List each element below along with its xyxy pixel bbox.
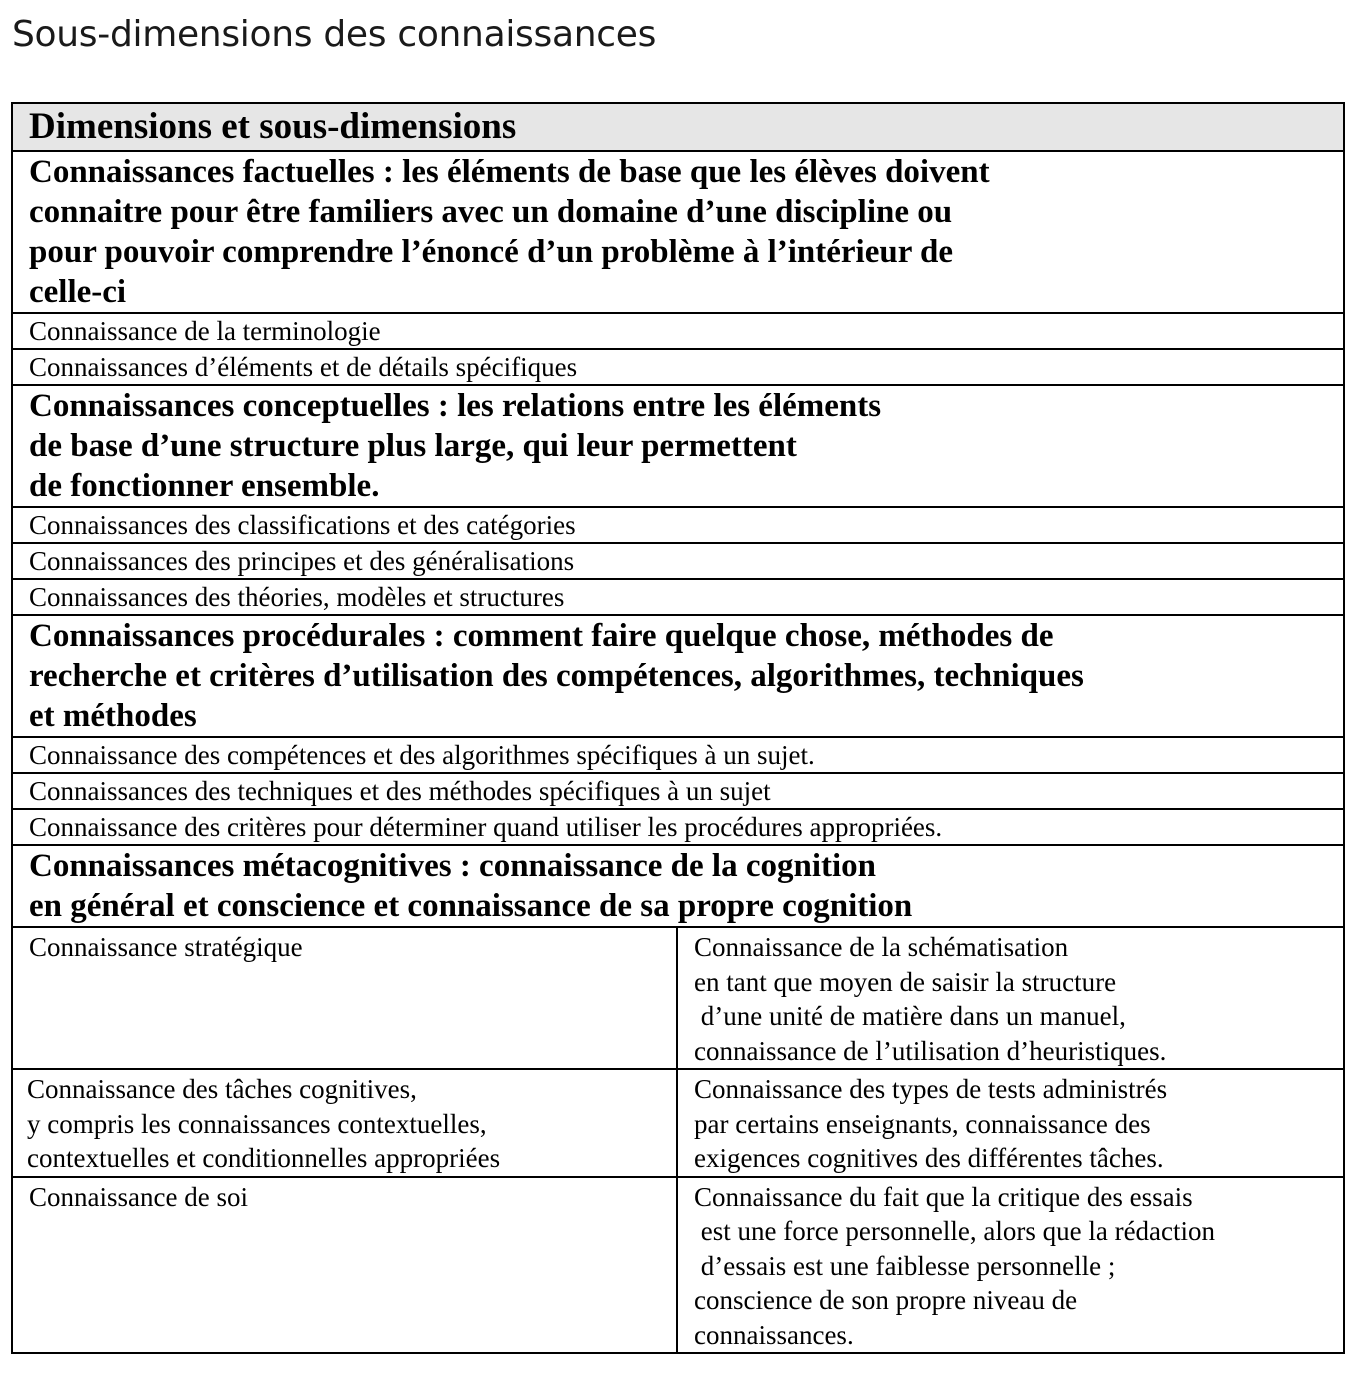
- sub-dimension-item: Connaissances des techniques et des méthodes spécifiques à un sujet: [12, 773, 1344, 809]
- section-row-metacognitive: [12, 845, 1344, 927]
- section-row-procedural: [12, 615, 1344, 737]
- section-heading-conceptual: [12, 385, 1344, 507]
- table-row: [12, 543, 1344, 579]
- sub-dimension-item: Connaissance des compétences et des algorithmes spécifiques à un sujet.: [12, 737, 1344, 773]
- sub-dimension-item: Connaissance de la terminologie: [12, 313, 1344, 349]
- sub-dimension-item: Connaissances des théories, modèles et structures: [12, 579, 1344, 615]
- cell-line: est une force personnelle, alors que la rédaction: [694, 1216, 1216, 1246]
- metacognitive-category: [12, 1069, 677, 1177]
- section-heading-line: Connaissances procédurales : comment faire quelque chose, méthodes de: [29, 618, 1054, 654]
- section-heading-line: de base d’une structure plus large, qui leur permettent: [29, 428, 797, 464]
- cell-line: Connaissance de la schématisation: [694, 932, 1069, 962]
- section-heading-factual: [12, 151, 1344, 313]
- sub-dimension-item: Connaissances des classifications et des catégories: [12, 507, 1344, 543]
- section-heading-line: et méthodes: [29, 698, 197, 734]
- table-header-row: [12, 103, 1344, 151]
- section-heading-line: pour pouvoir comprendre l’énoncé d’un problème à l’intérieur de: [29, 234, 954, 270]
- section-heading-line: en général et conscience et connaissance de sa propre cognition: [29, 888, 913, 924]
- cell-line: contextuelles et conditionnelles appropriées: [27, 1143, 501, 1173]
- metacognitive-category: [12, 1177, 677, 1354]
- cell-line: en tant que moyen de saisir la structure: [694, 966, 1117, 997]
- table-row: [12, 507, 1344, 543]
- table-row: [12, 313, 1344, 349]
- page-title: Sous-dimensions des connaissances: [12, 14, 657, 55]
- table-row: [12, 349, 1344, 385]
- metacognitive-example: [677, 927, 1344, 1069]
- table-row: [12, 1069, 1344, 1177]
- cell-line: Connaissance du fait que la critique des essais: [694, 1181, 1193, 1212]
- section-heading-procedural: [12, 615, 1344, 737]
- section-heading-line: Connaissances métacognitives : connaissance de la cognition: [29, 848, 877, 884]
- dimensions-table: [11, 102, 1345, 1354]
- table-row: [12, 809, 1344, 845]
- section-heading-line: Connaissances conceptuelles : les relations entre les éléments: [29, 388, 882, 424]
- table-row: [12, 737, 1344, 773]
- cell-line: d’une unité de matière dans un manuel,: [694, 1001, 1126, 1031]
- cell-line: Connaissance des tâches cognitives,: [27, 1074, 417, 1104]
- cell-line: conscience de son propre niveau de: [694, 1285, 1078, 1315]
- section-heading-line: de fonctionner ensemble.: [29, 468, 380, 504]
- sub-dimension-item: Connaissances des principes et des généralisations: [12, 543, 1344, 579]
- table-row: [12, 927, 1344, 1069]
- metacognitive-example: [677, 1069, 1344, 1177]
- cell-line: Connaissance de soi: [29, 1181, 248, 1212]
- section-heading-line: connaitre pour être familiers avec un domaine d’une discipline ou: [29, 194, 953, 230]
- cell-line: exigences cognitives des différentes tâches.: [694, 1143, 1164, 1173]
- table-row: [12, 579, 1344, 615]
- cell-line: d’essais est une faiblesse personnelle ;: [694, 1250, 1116, 1281]
- cell-line: par certains enseignants, connaissance des: [694, 1108, 1151, 1139]
- metacognitive-category: [12, 927, 677, 1069]
- cell-line: y compris les connaissances contextuelles,: [27, 1108, 487, 1139]
- cell-line: connaissance de l’utilisation d’heuristiques.: [694, 1035, 1167, 1066]
- sub-dimension-item: Connaissance des critères pour déterminer quand utiliser les procédures appropriées.: [12, 809, 1344, 845]
- section-heading-line: celle-ci: [29, 274, 127, 310]
- table-row: [12, 773, 1344, 809]
- table-row: [12, 1177, 1344, 1354]
- cell-line: Connaissance stratégique: [29, 932, 303, 962]
- section-heading-metacognitive: [12, 845, 1344, 927]
- table-header: Dimensions et sous-dimensions: [12, 103, 1344, 151]
- section-heading-line: recherche et critères d’utilisation des compétences, algorithmes, techniques: [29, 658, 1084, 694]
- section-heading-line: Connaissances factuelles : les éléments de base que les élèves doivent: [29, 154, 990, 190]
- metacognitive-example: [677, 1177, 1344, 1354]
- cell-line: Connaissance des types de tests administrés: [694, 1074, 1168, 1104]
- cell-line: connaissances.: [694, 1319, 854, 1350]
- section-row-conceptual: [12, 385, 1344, 507]
- section-row-factual: [12, 151, 1344, 313]
- sub-dimension-item: Connaissances d’éléments et de détails spécifiques: [12, 349, 1344, 385]
